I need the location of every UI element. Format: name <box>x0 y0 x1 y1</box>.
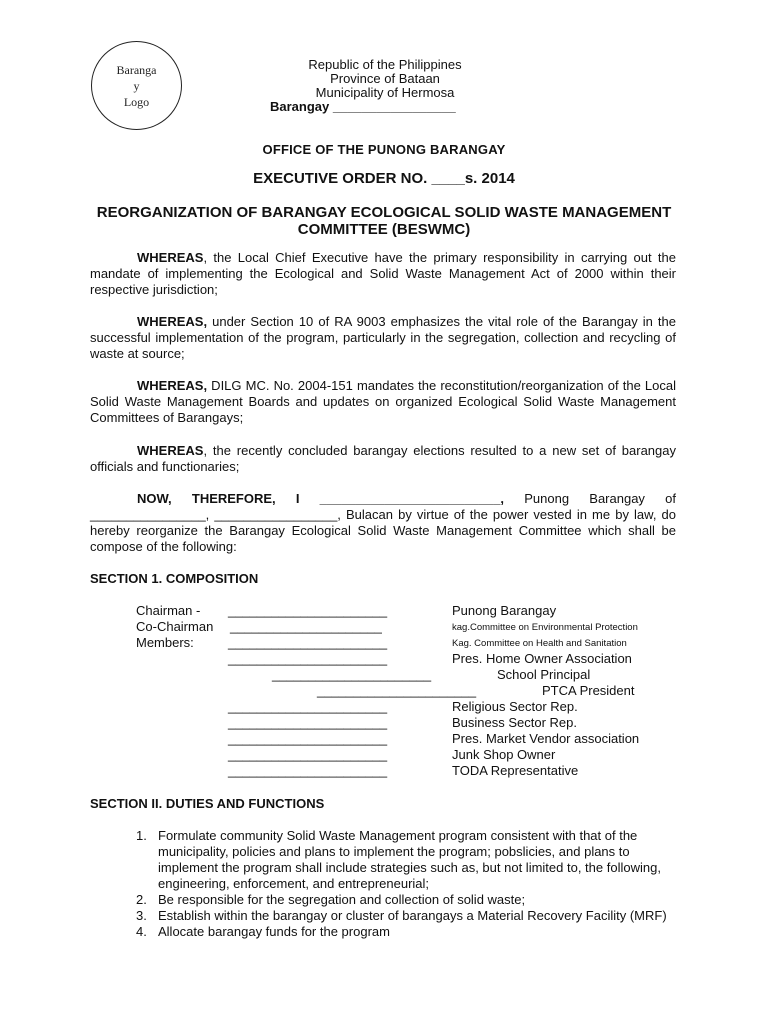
cochairman-blank: _____________________ <box>230 619 382 634</box>
office-heading: OFFICE OF THE PUNONG BARANGAY <box>262 142 506 157</box>
now-therefore-lead: NOW, THEREFORE, I _________________________, <box>137 491 505 506</box>
barangay-logo <box>91 41 182 130</box>
member-blank: ______________________ <box>272 667 432 682</box>
chairman-blank: ______________________ <box>228 603 388 618</box>
list-number: 4. <box>136 924 147 939</box>
whereas-lead: WHEREAS, <box>137 314 208 329</box>
list-text: Establish within the barangay or cluster of barangays a Material Recovery Facility (MRF) <box>158 908 667 923</box>
member-blank: ______________________ <box>228 635 388 650</box>
role-health-sanitation: Kag. Committee on Health and Sanitation <box>452 638 627 649</box>
role-school-principal: School Principal <box>497 667 591 682</box>
role-ptca-president: PTCA President <box>542 683 635 698</box>
member-blank: ______________________ <box>228 731 388 746</box>
whereas-lead: WHEREAS <box>137 250 204 265</box>
whereas-clause-1 <box>90 250 676 298</box>
logo-text-line: Baranga <box>116 62 157 77</box>
member-blank: ______________________ <box>228 763 388 778</box>
duties-list <box>136 828 676 940</box>
role-punong-barangay: Punong Barangay <box>452 603 557 618</box>
member-blank: ______________________ <box>317 683 477 698</box>
executive-order-number: EXECUTIVE ORDER NO. ____s. 2014 <box>253 170 515 187</box>
letterhead-province: Province of Bataan <box>330 71 440 86</box>
now-therefore-clause <box>90 491 676 555</box>
list-item <box>136 908 676 924</box>
member-blank: ______________________ <box>228 747 388 762</box>
letterhead-republic: Republic of the Philippines <box>308 57 462 72</box>
section-2-heading: SECTION II. DUTIES AND FUNCTIONS <box>90 796 325 811</box>
whereas-lead: WHEREAS, <box>137 378 208 393</box>
chairman-label: Chairman - <box>136 603 201 618</box>
role-religious-sector: Religious Sector Rep. <box>452 699 578 714</box>
role-business-sector: Business Sector Rep. <box>452 715 578 730</box>
list-number: 1. <box>136 828 147 843</box>
role-junk-shop-owner: Junk Shop Owner <box>452 747 556 762</box>
list-text: Allocate barangay funds for the program <box>158 924 390 939</box>
role-market-vendor: Pres. Market Vendor association <box>452 731 640 746</box>
composition-list <box>0 603 768 803</box>
logo-text-line: y <box>133 78 140 93</box>
member-blank: ______________________ <box>228 651 388 666</box>
role-home-owner-association: Pres. Home Owner Association <box>452 651 632 666</box>
list-text: Formulate community Solid Waste Management program consistent with that of the municipality, policies and plans to implement the program; pobslicies, and plans to implement the program shall include strategies such as, but not limited to, the following, engineering, enforcement, and entrepreneurial; <box>158 828 661 891</box>
document-title: REORGANIZATION OF BARANGAY ECOLOGICAL SOLID WASTE MANAGEMENT COMMITTEE (BESWMC) <box>96 204 672 238</box>
whereas-lead: WHEREAS <box>137 443 204 458</box>
logo-text-line: Logo <box>123 94 150 109</box>
list-text: Be responsible for the segregation and collection of solid waste; <box>158 892 526 907</box>
list-number: 2. <box>136 892 147 907</box>
list-item <box>136 828 676 892</box>
letterhead <box>270 58 500 114</box>
section-1-heading: SECTION 1. COMPOSITION <box>90 571 259 586</box>
now-therefore-text: Punong Barangay of ________________, _________________, Bulacan by virtue of the power vested in me by law, do hereby reorganize the Barangay Ecological Solid Waste Management Committee which shall be compose of the following: <box>90 491 676 554</box>
whereas-clause-4 <box>90 443 676 475</box>
letterhead-municipality: Municipality of Hermosa <box>315 85 455 100</box>
role-toda-representative: TODA Representative <box>452 763 579 778</box>
whereas-text: , the Local Chief Executive have the primary responsibility in carrying out the mandate of implementing the Ecological and Solid Waste Management Act of 2000 within their respective jurisdiction; <box>90 250 676 297</box>
whereas-text: , the recently concluded barangay elections resulted to a new set of barangay officials and functionaries; <box>90 443 676 474</box>
member-blank: ______________________ <box>228 699 388 714</box>
list-number: 3. <box>136 908 147 923</box>
list-item <box>136 924 676 940</box>
member-blank: ______________________ <box>228 715 388 730</box>
letterhead-barangay: Barangay _________________ <box>270 99 456 114</box>
whereas-text: under Section 10 of RA 9003 emphasizes the vital role of the Barangay in the successful implementation of the program, particularly in the segregation, collection and recycling of waste at source; <box>90 314 676 361</box>
whereas-text: DILG MC. No. 2004-151 mandates the reconstitution/reorganization of the Local Solid Waste Management Boards and updates on organized Ecological Solid Waste Management Committees of Barangays; <box>90 378 676 425</box>
list-item <box>136 892 676 908</box>
whereas-clause-3 <box>90 378 676 426</box>
cochairman-label: Co-Chairman <box>136 619 214 634</box>
role-environmental-protection: kag.Committee on Environmental Protection <box>452 622 638 633</box>
whereas-clause-2 <box>90 314 676 362</box>
members-label: Members: <box>136 635 194 650</box>
